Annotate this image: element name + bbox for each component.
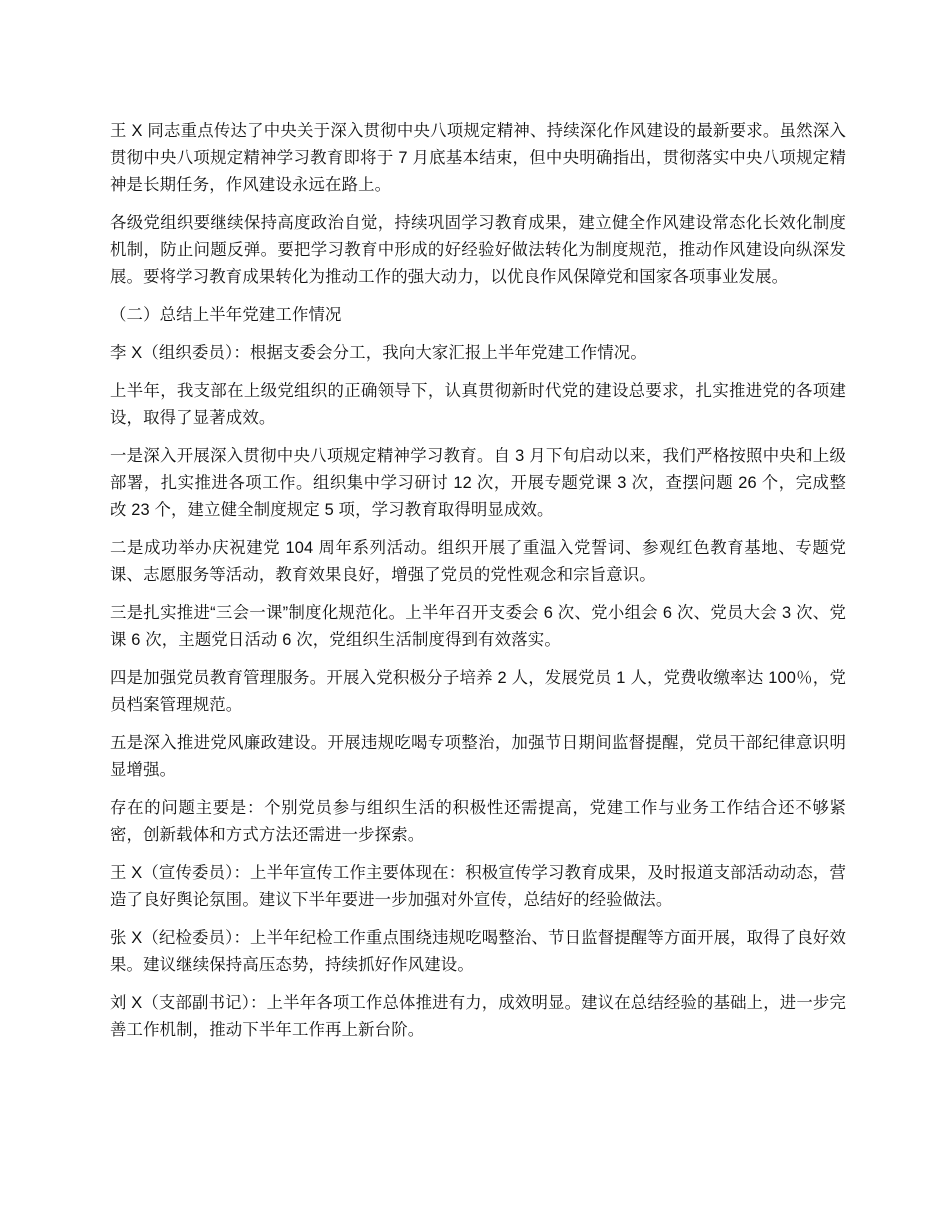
paragraph-item-five-clean-governance: 五是深入推进党风廉政建设。开展违规吃喝专项整治，加强节日期间监督提醒，党员干部纪律意识明显增强。 [110,734,846,779]
section-heading-party-building-summary: （二）总结上半年党建工作情况 [110,306,342,324]
paragraph-item-one-study-education: 一是深入开展深入贯彻中央八项规定精神学习教育。自 3 月下旬启动以来，我们严格按照中央和上级部署，扎实推进各项工作。组织集中学习研讨 12 次，开展专题党课 3 次，查摆问题 26 个，完成整改 23 个，建立健全制度规定 5 项，学习教育取得明显成效。 [110,447,846,519]
paragraph-transmit-requirements: 王 X 同志重点传达了中央关于深入贯彻中央八项规定精神、持续深化作风建设的最新要求。虽然深入贯彻中央八项规定精神学习教育即将于 7 月底基本结束，但中央明确指出，贯彻落实中央八项规定精神是长期任务，作风建设永远在路上。 [110,122,846,194]
paragraph-speaker-zhang-discipline-member: 张 X（纪检委员）：上半年纪检工作重点围绕违规吃喝整治、节日监督提醒等方面开展，取得了良好效果。建议继续保持高压态势，持续抓好作风建设。 [110,929,846,974]
document-body [110,118,846,1044]
paragraph-item-four-member-education-management: 四是加强党员教育管理服务。开展入党积极分子培养 2 人，发展党员 1 人，党费收缴率达 100％，党员档案管理规范。 [110,669,846,714]
paragraph-item-three-three-meetings-one-lesson: 三是扎实推进“三会一课”制度化规范化。上半年召开支委会 6 次、党小组会 6 次、党员大会 3 次、党课 6 次，主题党日活动 6 次，党组织生活制度得到有效落实。 [110,604,846,649]
paragraph-speaker-liu-deputy-secretary: 刘 X（支部副书记）：上半年各项工作总体推进有力，成效明显。建议在总结经验的基础上，进一步完善工作机制，推动下半年工作再上新台阶。 [110,994,846,1039]
paragraph-party-organization-consolidation: 各级党组织要继续保持高度政治自觉，持续巩固学习教育成果，建立健全作风建设常态化长效化制度机制，防止问题反弹。要把学习教育中形成的好经验好做法转化为制度规范，推动作风建设向纵深发展。要将学习教育成果转化为推动工作的强大动力，以优良作风保障党和国家各项事业发展。 [110,214,846,286]
paragraph-existing-problems: 存在的问题主要是：个别党员参与组织生活的积极性还需提高，党建工作与业务工作结合还不够紧密，创新载体和方式方法还需进一步探索。 [110,799,846,844]
paragraph-speaker-li-organization-member: 李 X（组织委员）：根据支委会分工，我向大家汇报上半年党建工作情况。 [110,344,647,362]
paragraph-speaker-wang-publicity-member: 王 X（宣传委员）：上半年宣传工作主要体现在：积极宣传学习教育成果，及时报道支部活动动态，营造了良好舆论氛围。建议下半年要进一步加强对外宣传，总结好的经验做法。 [110,864,846,909]
paragraph-first-half-overview: 上半年，我支部在上级党组织的正确领导下，认真贯彻新时代党的建设总要求，扎实推进党的各项建设，取得了显著成效。 [110,382,846,427]
paragraph-item-two-anniversary-activities: 二是成功举办庆祝建党 104 周年系列活动。组织开展了重温入党誓词、参观红色教育基地、专题党课、志愿服务等活动，教育效果良好，增强了党员的党性观念和宗旨意识。 [110,539,846,584]
